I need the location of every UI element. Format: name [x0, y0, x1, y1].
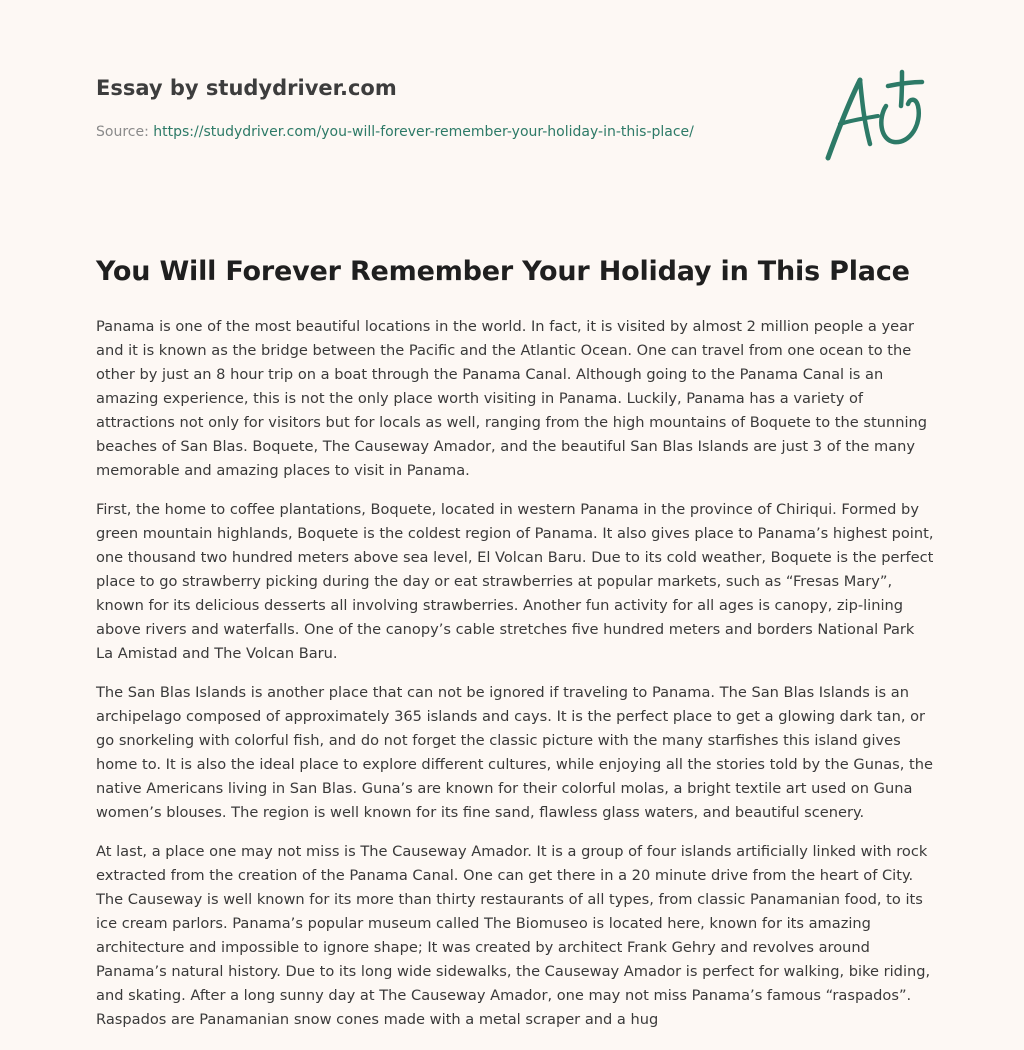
essay-paragraph: The San Blas Islands is another place that can not be ignored if traveling to Panama. The San Blas Islands is an archipelago composed of approximately 365 islands and cays. It is the perfect place to get a glowing dark tan, or go snorkeling with colorful fish, and do not forget the classic picture with the many starfishes this island gives home to. It is also the ideal place to explore different cultures, while enjoying all the stories told by the Gunas, the native Americans living in San Blas. Guna’s are known for their colorful molas, a bright textile art used on Guna women’s blouses. The region is well known for its fine sand, flawless glass waters, and beautiful scenery. — [96, 684, 933, 821]
brand-heading: Essay by studydriver.com — [96, 76, 397, 100]
essay-paragraph: At last, a place one may not miss is The Causeway Amador. It is a group of four islands artificially linked with rock extracted from the creation of the Panama Canal. One can get there in a 20 minute drive from the heart of City. The Causeway is well known for its more than thirty restaurants of all types, from classic Panamanian food, to its ice cream parlors. Panama’s popular museum called The Biomuseo is located here, known for its amazing architecture and impossible to ignore shape; It was created by architect Frank Gehry and revolves around Panama’s natural history. Due to its long wide sidewalks, the Causeway Amador is perfect for walking, bike riding, and skating. After a long sunny day at The Causeway Amador, one may not miss Panama’s famous “raspados”. Raspados are Panamanian snow cones made with a metal scraper and a hug — [96, 843, 931, 1028]
source-line — [96, 124, 694, 140]
source-link[interactable]: https://studydriver.com/you-will-forever-remember-your-holiday-in-this-place/ — [153, 124, 694, 140]
essay-title: You Will Forever Remember Your Holiday in This Place — [96, 256, 910, 287]
a-plus-logo-svg — [818, 66, 930, 166]
essay-paragraph: First, the home to coffee plantations, Boquete, located in western Panama in the province of Chiriqui. Formed by green mountain highlands, Boquete is the coldest region of Panama. It also gives place to Panama’s highest point, one thousand two hundred meters above sea level, El Volcan Baru. Due to its cold weather, Boquete is the perfect place to go strawberry picking during the day or eat strawberries at popular markets, such as “Fresas Mary”, known for its delicious desserts all involving strawberries. Another fun activity for all ages is canopy, zip-lining above rivers and waterfalls. One of the canopy’s cable stretches five hundred meters and borders National Park La Amistad and The Volcan Baru. — [96, 501, 934, 662]
essay-paragraph: Panama is one of the most beautiful locations in the world. In fact, it is visited by almost 2 million people a year and it is known as the bridge between the Pacific and the Atlantic Ocean. One can travel from one ocean to the other by just an 8 hour trip on a boat through the Panama Canal. Although going to the Panama Canal is an amazing experience, this is not the only place worth visiting in Panama. Luckily, Panama has a variety of attractions not only for visitors but for locals as well, ranging from the high mountains of Boquete to the stunning beaches of San Blas. Boquete, The Causeway Amador, and the beautiful San Blas Islands are just 3 of the many memorable and amazing places to visit in Panama. — [96, 318, 928, 479]
a-plus-grade-icon — [818, 66, 930, 166]
essay-body — [96, 315, 934, 1047]
source-label: Source: — [96, 124, 149, 140]
